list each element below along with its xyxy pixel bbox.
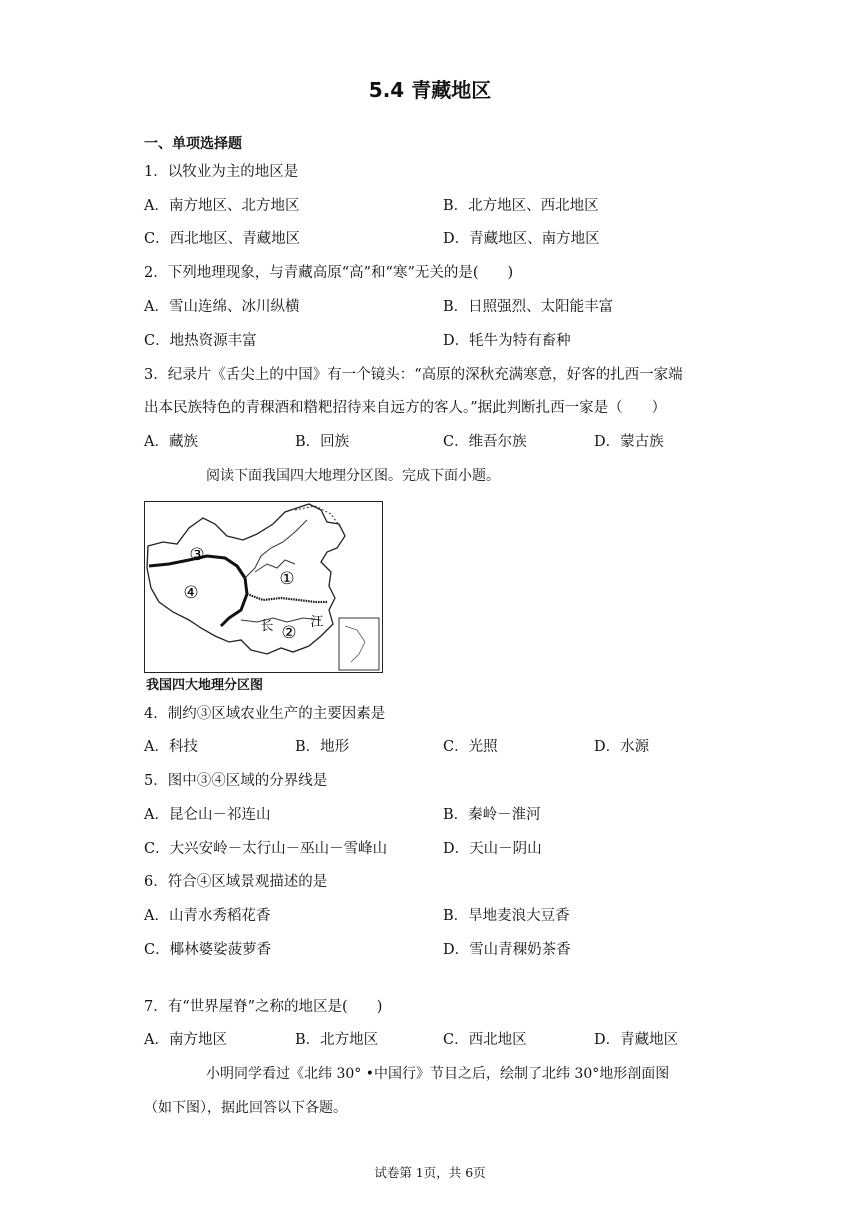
question-7-option-a: A．南方地区 xyxy=(144,1032,227,1048)
question-3-option-a: A．藏族 xyxy=(144,434,198,450)
question-5-option-d: D．天山－阴山 xyxy=(443,841,542,857)
question-5-option-b: B．秦岭－淮河 xyxy=(443,807,541,823)
reading-intro-2-line2: （如下图），据此回答以下各题。 xyxy=(144,1100,347,1116)
question-2-option-b: B．日照强烈、太阳能丰富 xyxy=(443,299,614,315)
question-2-option-d: D．牦牛为特有畜种 xyxy=(443,333,571,349)
question-3-option-c: C．维吾尔族 xyxy=(443,434,527,450)
question-6-option-d: D．雪山青稞奶茶香 xyxy=(443,942,571,958)
question-5-option-a: A．昆仑山－祁连山 xyxy=(144,807,271,823)
yangtze-label-chang: 长 xyxy=(260,619,274,634)
page-title: 5.4 青藏地区 xyxy=(368,78,492,102)
region-3-label: ③ xyxy=(189,545,205,565)
map-caption: 我国四大地理分区图 xyxy=(146,678,264,693)
question-1-option-b: B．北方地区、西北地区 xyxy=(443,198,599,214)
question-1-stem: 1．以牧业为主的地区是 xyxy=(144,164,299,180)
question-1-option-c: C．西北地区、青藏地区 xyxy=(144,231,301,247)
page-footer: 试卷第 1页，共 6页 xyxy=(374,1165,486,1180)
question-4-option-c: C．光照 xyxy=(443,739,498,755)
section-heading: 一、单项选择题 xyxy=(144,136,242,152)
question-5-option-c: C．大兴安岭－太行山－巫山－雪峰山 xyxy=(144,841,388,857)
question-7-option-d: D．青藏地区 xyxy=(594,1032,679,1048)
question-4-stem: 4．制约③区域农业生产的主要因素是 xyxy=(144,706,386,722)
question-1-option-d: D．青藏地区、南方地区 xyxy=(443,231,600,247)
region-4-label: ④ xyxy=(183,583,199,603)
yangtze-label-jiang: 江 xyxy=(310,615,324,630)
question-3-option-d: D．蒙古族 xyxy=(594,434,664,450)
question-2-option-c: C．地热资源丰富 xyxy=(144,333,257,349)
china-map-figure xyxy=(145,502,382,672)
question-5-stem: 5．图中③④区域的分界线是 xyxy=(144,773,328,789)
question-7-option-c: C．西北地区 xyxy=(443,1032,527,1048)
question-2-stem: 2．下列地理现象，与青藏高原“高”和“寒”无关的是( ) xyxy=(144,265,514,281)
question-4-option-b: B．地形 xyxy=(295,739,350,755)
reading-intro-2-line1: 小明同学看过《北纬 30° •中国行》节目之后，绘制了北纬 30°地形剖面图 xyxy=(206,1066,670,1082)
region-1-label: ① xyxy=(279,569,295,589)
question-6-option-a: A．山青水秀稻花香 xyxy=(144,908,271,924)
question-3-stem-line1: 3．纪录片《舌尖上的中国》有一个镜头：“高原的深秋充满寒意，好客的扎西一家端 xyxy=(144,367,683,383)
reading-intro-1: 阅读下面我国四大地理分区图。完成下面小题。 xyxy=(206,468,500,484)
china-regions-map xyxy=(144,501,383,673)
question-6-stem: 6．符合④区域景观描述的是 xyxy=(144,874,328,890)
question-4-option-d: D．水源 xyxy=(594,739,650,755)
question-1-option-a: A．南方地区、北方地区 xyxy=(144,198,300,214)
region-2-label: ② xyxy=(281,623,297,643)
question-2-option-a: A．雪山连绵、冰川纵横 xyxy=(144,299,300,315)
question-6-option-b: B．旱地麦浪大豆香 xyxy=(443,908,570,924)
question-3-stem-line2: 出本民族特色的青稞酒和糌粑招待来自远方的客人。”据此判断扎西一家是（ ） xyxy=(144,400,667,416)
question-7-option-b: B．北方地区 xyxy=(295,1032,379,1048)
question-6-option-c: C．椰林婆娑菠萝香 xyxy=(144,942,272,958)
question-3-option-b: B．回族 xyxy=(295,434,350,450)
question-4-option-a: A．科技 xyxy=(144,739,198,755)
question-7-stem: 7．有“世界屋脊”之称的地区是( ) xyxy=(144,999,383,1015)
